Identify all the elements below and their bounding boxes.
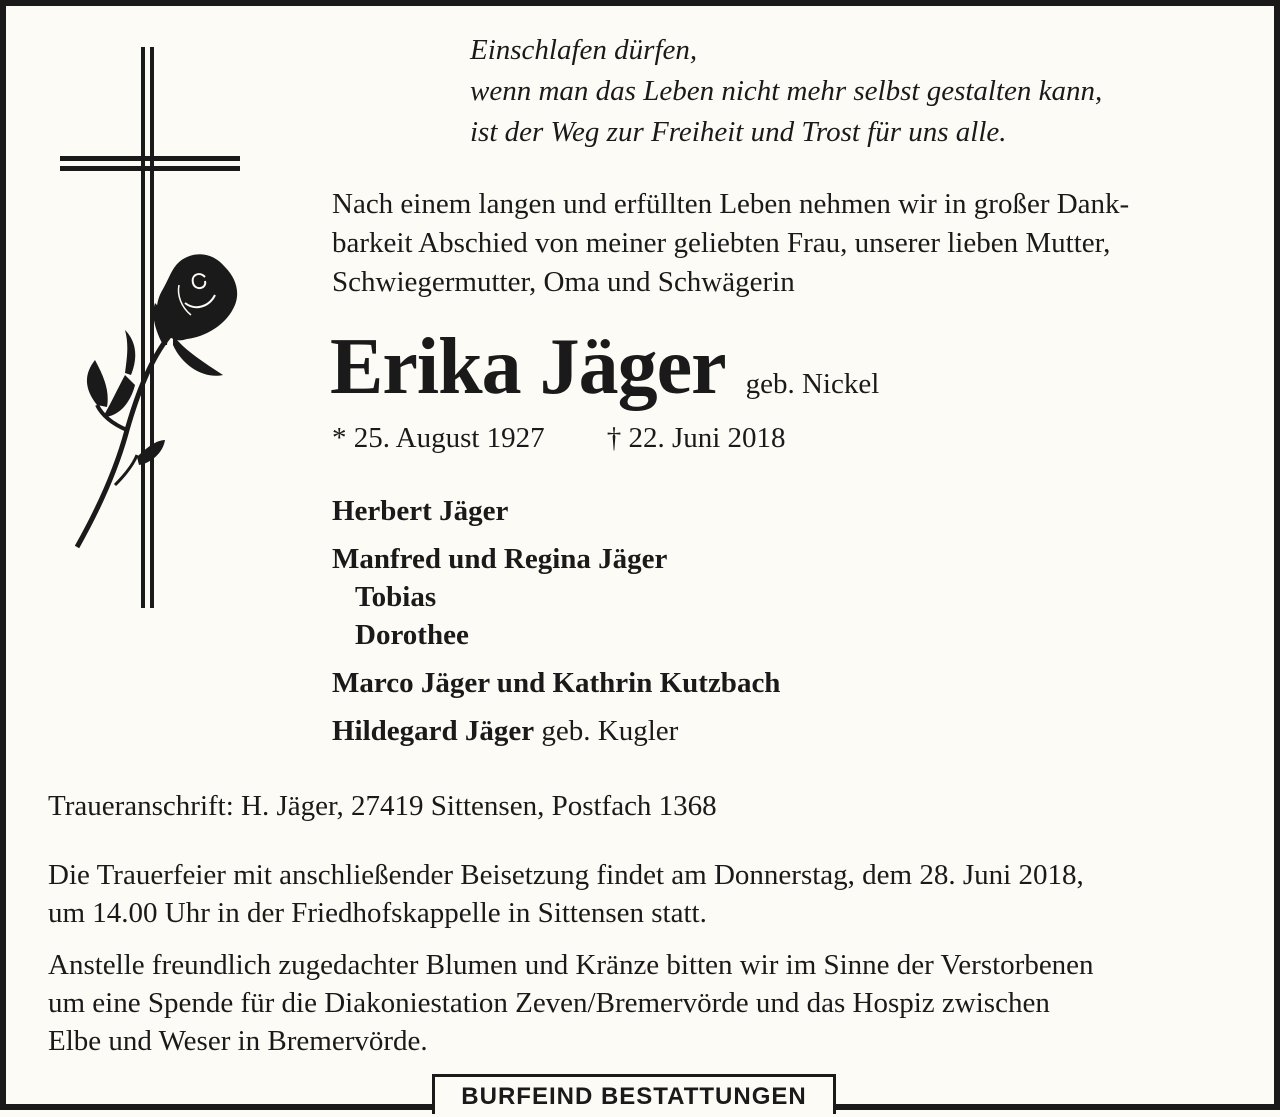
frame-top-border bbox=[0, 0, 1280, 6]
cross-icon bbox=[55, 45, 245, 610]
birth-name: geb. Nickel bbox=[745, 368, 880, 400]
mourner-hildegard bbox=[332, 712, 780, 750]
mourner-tobias: Tobias bbox=[355, 581, 437, 613]
motto-poem bbox=[470, 30, 1230, 153]
donation-line: um eine Spende für die Diakoniestation Zeven/Bremervörde und das Hospiz zwischen bbox=[48, 987, 1050, 1019]
motto-line: ist der Weg zur Freiheit und Trost für uns alle. bbox=[470, 116, 1007, 148]
memorial-emblem bbox=[55, 45, 245, 610]
death-date: † 22. Juni 2018 bbox=[606, 422, 786, 454]
donation-line: Elbe und Weser in Bremervörde. bbox=[48, 1025, 428, 1057]
intro-line: Nach einem langen und erfüllten Leben nehmen wir in großer Dank- bbox=[332, 188, 1130, 220]
donation-request bbox=[48, 946, 1248, 1060]
intro-text bbox=[332, 185, 1232, 302]
ceremony-line: Die Trauerfeier mit anschließender Beisetzung findet am Donnerstag, dem 28. Juni 2018, bbox=[48, 859, 1084, 891]
mourner-hildegard-name: Hildegard Jäger bbox=[332, 715, 535, 747]
life-dates bbox=[332, 420, 786, 456]
frame-bottom-border-left bbox=[0, 1104, 432, 1110]
mourning-address: Traueranschrift: H. Jäger, 27419 Sittensen, Postfach 1368 bbox=[48, 790, 717, 822]
ceremony-line: um 14.00 Uhr in der Friedhofskappelle in Sittensen statt. bbox=[48, 897, 707, 929]
donation-line: Anstelle freundlich zugedachter Blumen und Kränze bitten wir im Sinne der Verstorbenen bbox=[48, 949, 1094, 981]
mourner-manfred-regina: Manfred und Regina Jäger bbox=[332, 543, 668, 575]
undertaker-label: BURFEIND BESTATTUNGEN bbox=[432, 1074, 836, 1114]
mourner-herbert: Herbert Jäger bbox=[332, 495, 509, 527]
mourner-marco-kathrin: Marco Jäger und Kathrin Kutzbach bbox=[332, 667, 781, 699]
intro-line: barkeit Abschied von meiner geliebten Frau, unserer lieben Mutter, bbox=[332, 227, 1111, 259]
ceremony-info bbox=[48, 856, 1248, 932]
motto-line: Einschlafen dürfen, bbox=[470, 34, 698, 66]
mourner-hildegard-suffix: geb. Kugler bbox=[541, 715, 679, 747]
deceased-name-row bbox=[330, 322, 879, 412]
mourners-list bbox=[332, 492, 780, 750]
frame-bottom-border-right bbox=[836, 1104, 1280, 1110]
birth-date: * 25. August 1927 bbox=[332, 422, 545, 454]
frame-right-border bbox=[1274, 0, 1280, 1108]
rose-icon bbox=[77, 254, 237, 547]
motto-line: wenn man das Leben nicht mehr selbst gestalten kann, bbox=[470, 75, 1103, 107]
intro-line: Schwiegermutter, Oma und Schwägerin bbox=[332, 266, 795, 298]
deceased-name: Erika Jäger bbox=[330, 323, 726, 411]
mourner-dorothee: Dorothee bbox=[355, 619, 469, 651]
frame-left-border bbox=[0, 0, 6, 1108]
